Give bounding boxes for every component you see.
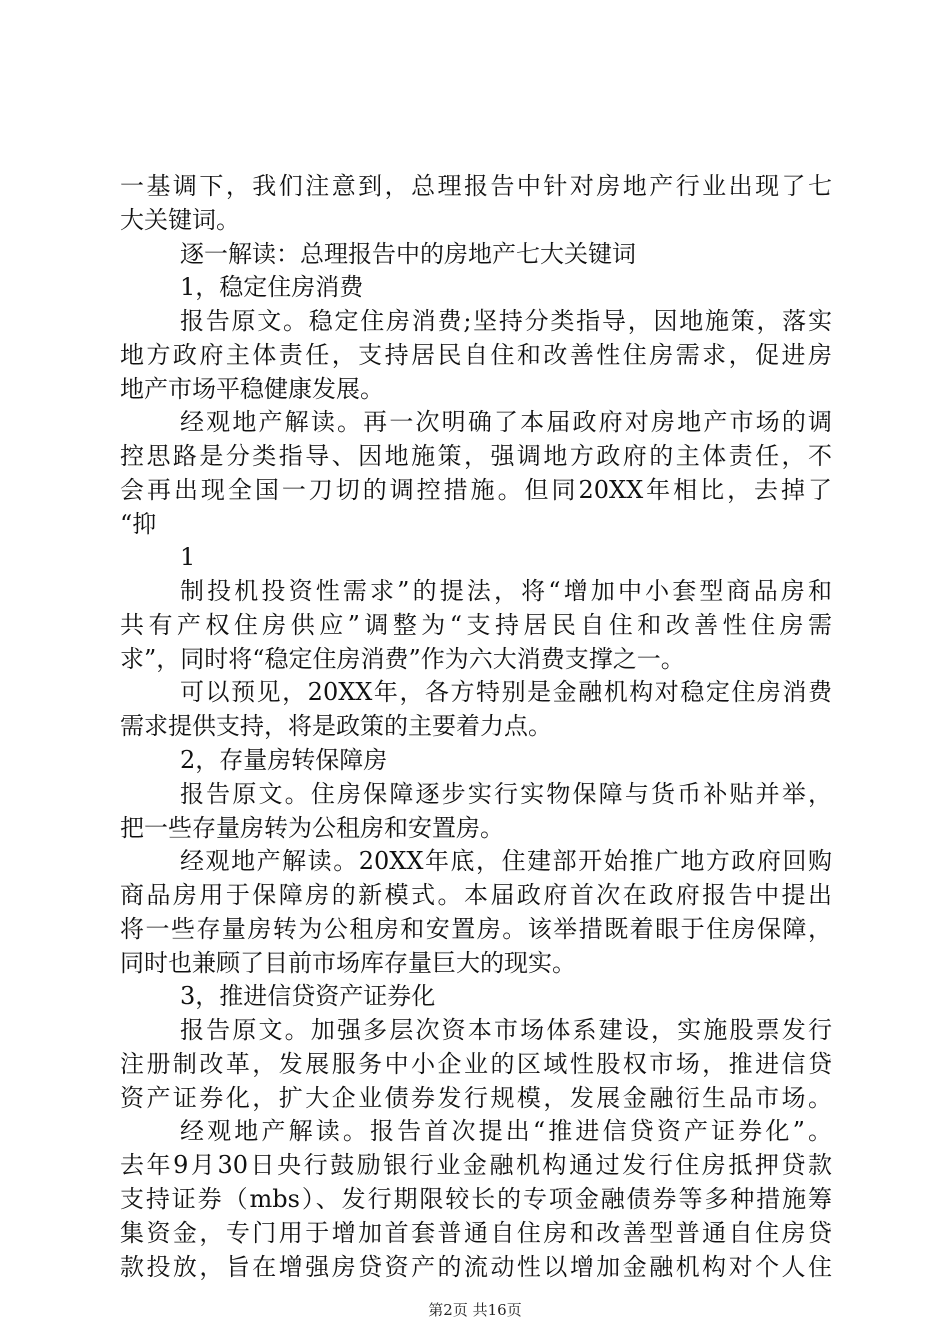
text-line: 会再出现全国一刀切的调控措施。但同20XX年相比，去掉了 (120, 475, 832, 504)
text-line: 大关键词。 (120, 205, 240, 234)
page-number-label: 第2页 共16页 (428, 1301, 522, 1319)
text-line: 可以预见，20XX年，各方特别是金融机构对稳定住房消费 (180, 678, 832, 707)
text-line: 报告原文。住房保障逐步实行实物保障与货币补贴并举， (180, 779, 832, 808)
page-footer (0, 1300, 950, 1320)
section-heading-3: 3，推进信贷资产证券化 (180, 982, 436, 1011)
text-line: 控思路是分类指导、因地施策，强调地方政府的主体责任，不 (120, 442, 832, 471)
text-line: 求”，同时将“稳定住房消费”作为六大消费支撑之一。 (120, 644, 685, 673)
text-line: 资产证券化，扩大企业债券发行规模，发展金融衍生品市场。 (120, 1083, 832, 1112)
section-heading-2: 2，存量房转保障房 (180, 746, 388, 775)
text-line: 经观地产解读。报告首次提出“推进信贷资产证券化”。 (180, 1117, 832, 1146)
section-intro-line: 逐一解读：总理报告中的房地产七大关键词 (180, 239, 636, 268)
text-line: 共有产权住房供应”调整为“支持居民自住和改善性住房需 (120, 610, 832, 639)
text-line: 需求提供支持，将是政策的主要着力点。 (120, 712, 552, 741)
text-line: 报告原文。稳定住房消费;坚持分类指导，因地施策，落实 (180, 307, 832, 336)
document-body (120, 170, 832, 1284)
text-line: 报告原文。加强多层次资本市场体系建设，实施股票发行 (180, 1016, 832, 1045)
text-line: 经观地产解读。再一次明确了本届政府对房地产市场的调 (180, 408, 832, 437)
inline-page-number: 1 (180, 543, 196, 572)
text-line: 地方政府主体责任，支持居民自住和改善性住房需求，促进房 (120, 340, 832, 369)
text-line: 支持证券（mbs）、发行期限较长的专项金融债券等多种措施筹 (120, 1184, 832, 1213)
text-line: 注册制改革，发展服务中小企业的区域性股权市场，推进信贷 (120, 1049, 832, 1078)
text-line: 地产市场平稳健康发展。 (120, 374, 384, 403)
text-line: 一基调下，我们注意到，总理报告中针对房地产行业出现了七 (120, 172, 832, 200)
text-line: 款投放，旨在增强房贷资产的流动性以增加金融机构对个人住 (120, 1252, 832, 1281)
text-line: 商品房用于保障房的新模式。本届政府首次在政府报告中提出 (120, 881, 832, 910)
text-line: 把一些存量房转为公租房和安置房。 (120, 813, 504, 842)
text-line: 将一些存量房转为公租房和安置房。该举措既着眼于住房保障， (120, 914, 832, 943)
text-line: 去年9月30日央行鼓励银行业金融机构通过发行住房抵押贷款 (120, 1151, 832, 1180)
text-line: 经观地产解读。20XX年底，住建部开始推广地方政府回购 (180, 847, 832, 876)
text-line: 制投机投资性需求”的提法，将“增加中小套型商品房和 (180, 577, 832, 606)
text-line: 集资金，专门用于增加首套普通自住房和改善型普通自住房贷 (120, 1218, 832, 1247)
section-heading-1: 1，稳定住房消费 (180, 273, 364, 302)
text-line: “抑 (120, 509, 157, 538)
text-line: 同时也兼顾了目前市场库存量巨大的现实。 (120, 948, 576, 977)
